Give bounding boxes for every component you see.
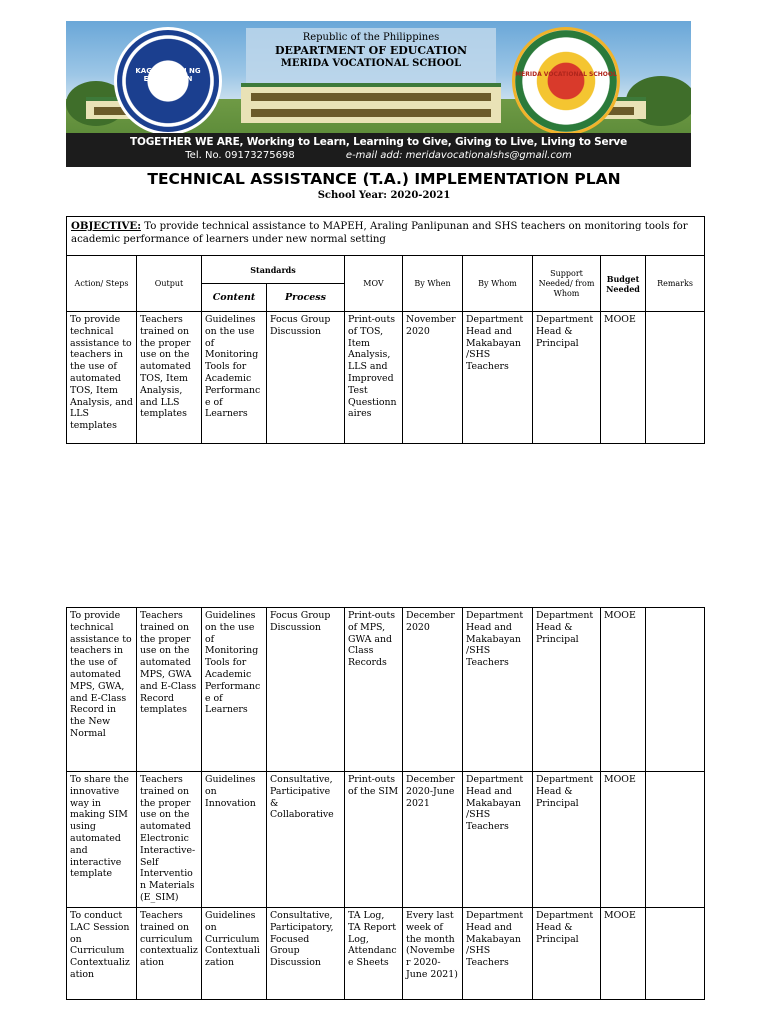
cell-mov: Print-outs of the SIM	[345, 772, 403, 908]
cell-process: Consultative, Participative & Collaborative	[267, 772, 345, 908]
motto-bar	[66, 133, 691, 167]
cell-mov: Print-outs of MPS, GWA and Class Records	[345, 608, 403, 772]
col-header-by-whom: By Whom	[463, 256, 533, 312]
col-header-process: Process	[267, 284, 345, 312]
cell-action: To share the innovative way in making SIM using automated and interactive template	[67, 772, 137, 908]
cell-remarks	[646, 772, 705, 908]
col-header-mov: MOV	[345, 256, 403, 312]
cell-budget: MOOE	[601, 772, 646, 908]
col-header-support: Support Needed/ from Whom	[533, 256, 601, 312]
cell-by-when: Every last week of the month (November 2020-June 2021)	[403, 908, 463, 1000]
cell-by-when: November 2020	[403, 312, 463, 444]
cell-content: Guidelines on the use of Monitoring Tools for Academic Performance of Learners	[202, 608, 267, 772]
cell-output: Teachers trained on curriculum contextualization	[137, 908, 202, 1000]
school-seal-text: MERIDA VOCATIONAL SCHOOL	[515, 71, 617, 78]
col-header-remarks: Remarks	[646, 256, 705, 312]
cell-support: Department Head & Principal	[533, 908, 601, 1000]
school-building-main	[241, 83, 501, 123]
table-row	[67, 908, 705, 1000]
implementation-plan-table	[66, 216, 705, 444]
cell-content: Guidelines on Curriculum Contextualization	[202, 908, 267, 1000]
implementation-plan-table-continued	[66, 607, 705, 1000]
cell-by-whom: Department Head and Makabayan /SHS Teachers	[463, 608, 533, 772]
cell-by-whom: Department Head and Makabayan /SHS Teachers	[463, 908, 533, 1000]
cell-remarks	[646, 608, 705, 772]
cell-budget: MOOE	[601, 312, 646, 444]
school-year: School Year: 2020-2021	[317, 190, 451, 201]
cell-budget: MOOE	[601, 608, 646, 772]
col-header-output: Output	[137, 256, 202, 312]
cell-process: Consultative, Participatory, Focused Group Discussion	[267, 908, 345, 1000]
cell-content: Guidelines on the use of Monitoring Tools for Academic Performance of Learners	[202, 312, 267, 444]
table-row	[67, 772, 705, 908]
document-title: TECHNICAL ASSISTANCE (T.A.) IMPLEMENTATION PLAN	[147, 170, 621, 188]
department-label: DEPARTMENT OF EDUCATION	[274, 44, 468, 57]
cell-output: Teachers trained on the proper use on the automated MPS, GWA and E-Class Record templates	[137, 608, 202, 772]
cell-remarks	[646, 312, 705, 444]
school-seal-logo	[512, 27, 620, 135]
cell-by-whom: Department Head and Makabayan /SHS Teachers	[463, 772, 533, 908]
col-header-content: Content	[202, 284, 267, 312]
objective-text: To provide technical assistance to MAPEH, Araling Panlipunan and SHS teachers on monitoring tools for academic performance of learners under new normal setting	[71, 221, 688, 245]
cell-output: Teachers trained on the proper use on the automated Electronic Interactive-Self Intervention Materials (E_SIM)	[137, 772, 202, 908]
header-title-box	[246, 28, 496, 83]
cell-support: Department Head & Principal	[533, 772, 601, 908]
col-header-by-when: By When	[403, 256, 463, 312]
cell-action: To conduct LAC Session on Curriculum Contextualization	[67, 908, 137, 1000]
cell-action: To provide technical assistance to teachers in the use of automated MPS, GWA, and E-Class Record in the New Normal	[67, 608, 137, 772]
cell-support: Department Head & Principal	[533, 312, 601, 444]
col-header-action: Action/ Steps	[67, 256, 137, 312]
school-name: MERIDA VOCATIONAL SCHOOL	[280, 58, 462, 69]
col-header-standards: Standards	[202, 256, 345, 284]
cell-process: Focus Group Discussion	[267, 608, 345, 772]
col-header-budget: Budget Needed	[601, 256, 646, 312]
cell-mov: Print-outs of TOS, Item Analysis, LLS and Improved Test Questionnaires	[345, 312, 403, 444]
cell-budget: MOOE	[601, 908, 646, 1000]
cell-action: To provide technical assistance to teachers in the use of automated TOS, Item Analysis, and LLS templates	[67, 312, 137, 444]
header-banner	[66, 21, 691, 167]
deped-seal-text: KAGAWARAN NG EDUKASYON	[135, 67, 201, 83]
cell-content: Guidelines on Innovation	[202, 772, 267, 908]
school-motto: TOGETHER WE ARE, Working to Learn, Learning to Give, Giving to Live, Living to Serve	[130, 136, 627, 148]
cell-remarks	[646, 908, 705, 1000]
objective-label: OBJECTIVE:	[71, 220, 141, 232]
cell-support: Department Head & Principal	[533, 608, 601, 772]
contact-line	[66, 150, 691, 161]
objective-cell	[67, 217, 705, 256]
telephone-number: Tel. No. 09173275698	[185, 150, 295, 161]
table-row	[67, 608, 705, 772]
email-address: e-mail add: meridavocationalshs@gmail.com	[345, 150, 572, 161]
cell-mov: TA Log, TA Report Log, Attendance Sheets	[345, 908, 403, 1000]
cell-output: Teachers trained on the proper use on the automated TOS, Item Analysis, and LLS templates	[137, 312, 202, 444]
cell-by-when: December 2020	[403, 608, 463, 772]
cell-by-when: December 2020-June 2021	[403, 772, 463, 908]
table-row	[67, 312, 705, 444]
cell-process: Focus Group Discussion	[267, 312, 345, 444]
cell-by-whom: Department Head and Makabayan /SHS Teachers	[463, 312, 533, 444]
republic-label: Republic of the Philippines	[302, 32, 440, 43]
